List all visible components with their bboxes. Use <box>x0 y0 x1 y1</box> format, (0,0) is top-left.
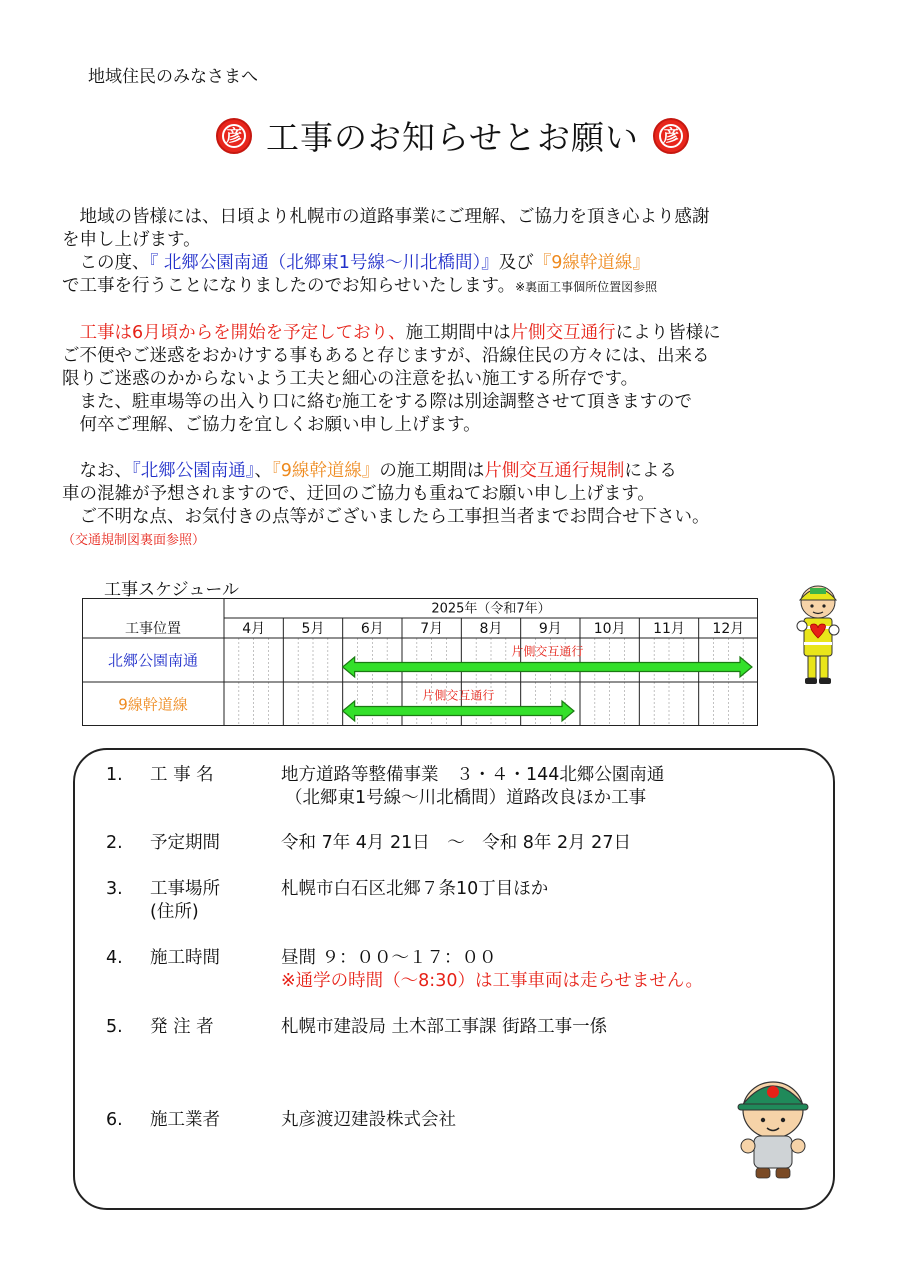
schedule-bar-2 <box>343 701 574 721</box>
schedule-position-header: 工事位置 <box>125 621 181 637</box>
schedule-year-header: 2025年（令和7年） <box>431 601 551 617</box>
traffic-text: 、 <box>254 461 272 481</box>
traffic-text: ご不明な点、お気付きの点等がございましたら工事担当者までお問合せ下さい。 <box>62 507 710 527</box>
greeting: 地域住民のみなさまへ <box>88 67 258 87</box>
month-label: 8月 <box>479 621 503 637</box>
item-value: 札幌市白石区北郷７条10丁目ほか <box>281 879 549 899</box>
start-notice: 工事は6月頃からを開始を予定しており、 <box>62 323 406 343</box>
month-label: 12月 <box>712 621 745 637</box>
title-row <box>0 112 905 159</box>
notice-text: 何卒ご理解、ご協力を宜しくお願い申し上げます。 <box>62 415 481 435</box>
item-number: 4. <box>106 948 123 968</box>
item-value-line2: （北郷東1号線～川北橋間）道路改良ほか工事 <box>285 788 647 808</box>
reference-note: ※裏面工事個所位置図参照 <box>515 280 658 294</box>
month-label: 4月 <box>242 621 266 637</box>
intro-line: 及び <box>498 253 534 273</box>
road-name-2: 『9線幹道線』 <box>272 461 380 481</box>
item-value: 丸彦渡辺建設株式会社 <box>281 1110 456 1130</box>
traffic-text: による <box>624 461 677 481</box>
item-label: 発 注 者 <box>150 1017 214 1037</box>
item-number: 2. <box>106 833 123 853</box>
notice-text: 施工期間中は <box>405 323 511 343</box>
item-value-note: ※通学の時間（～8:30）は工事車両は走らせません。 <box>281 971 703 991</box>
schedule-chart <box>82 598 758 726</box>
item-label: 施工業者 <box>150 1110 220 1130</box>
schedule-bar-label: 片側交互通行 <box>511 644 584 659</box>
company-logo-icon: 彦 <box>216 118 252 154</box>
month-label: 10月 <box>593 621 626 637</box>
notice-paragraph <box>62 322 852 437</box>
month-label: 11月 <box>653 621 685 637</box>
month-label: 7月 <box>420 621 444 637</box>
road-name-1: 『 北郷公園南通（北郷東1号線～川北橋間）』 <box>149 253 499 273</box>
page-title: 工事のお知らせとお願い <box>265 118 639 157</box>
item-label: 工事場所 <box>150 879 220 899</box>
item-value: 札幌市建設局 土木部工事課 街路工事一係 <box>281 1017 608 1037</box>
month-label: 5月 <box>301 621 325 637</box>
item-number: 6. <box>106 1110 123 1130</box>
traffic-restriction: 片側交互通行規制 <box>484 461 625 481</box>
intro-line: で工事を行うことになりましたのでお知らせいたします。 <box>62 276 516 296</box>
schedule-title: 工事スケジュール <box>104 580 239 600</box>
traffic-text: なお、 <box>62 461 132 481</box>
item-number: 1. <box>106 765 123 785</box>
month-label: 6月 <box>360 621 384 637</box>
intro-line: 地域の皆様には、日頃より札幌市の道路事業にご理解、ご協力を頂き心より感謝 <box>62 207 710 227</box>
traffic-paragraph <box>62 460 852 552</box>
traffic-text: の施工期間は <box>379 461 485 481</box>
schedule-row-name: 北郷公園南通 <box>107 651 199 670</box>
item-value: 令和 7年 4月 21日 ～ 令和 8年 2月 27日 <box>281 833 631 853</box>
company-mascot-icon <box>732 1070 814 1182</box>
road-name-1: 『北郷公園南通』 <box>132 461 255 481</box>
item-value: 昼間 ９：００～１７：００ <box>281 948 497 968</box>
intro-paragraph <box>62 206 852 299</box>
schedule-row-name: 9線幹道線 <box>118 695 188 714</box>
month-label: 9月 <box>538 621 562 637</box>
item-label: 施工時間 <box>150 948 220 968</box>
notice-text: 限りご迷惑のかからないよう工夫と細心の注意を払い施工する所存です。 <box>62 369 639 389</box>
traffic-text: 車の混雑が予想されますので、迂回のご協力も重ねてお願い申し上げます。 <box>62 484 655 504</box>
traffic-restriction: 片側交互通行 <box>510 323 616 343</box>
schedule-table <box>82 598 758 726</box>
intro-line: この度、 <box>62 253 150 273</box>
item-number: 5. <box>106 1017 123 1037</box>
traffic-note: （交通規制図裏面参照） <box>62 533 206 548</box>
worker-mascot-icon <box>788 580 850 688</box>
company-logo-icon: 彦 <box>653 118 689 154</box>
road-name-2: 『9線幹道線』 <box>533 253 650 273</box>
item-label: 工 事 名 <box>150 765 214 785</box>
notice-text: ご不便やご迷惑をおかけする事もあると存じますが、沿線住民の方々には、出来る <box>62 346 710 366</box>
schedule-bar-label: 片側交互通行 <box>422 688 495 703</box>
notice-text: により皆様に <box>615 323 721 343</box>
item-label-sub: (住所) <box>150 902 199 922</box>
notice-text: また、駐車場等の出入り口に絡む施工をする際は別途調整させて頂きますので <box>62 392 692 412</box>
item-label: 予定期間 <box>150 833 220 853</box>
item-value: 地方道路等整備事業 ３・４・144北郷公園南通 <box>281 765 665 785</box>
intro-line: を申し上げます。 <box>62 230 201 250</box>
item-number: 3. <box>106 879 123 899</box>
schedule-bar-1 <box>343 657 752 677</box>
